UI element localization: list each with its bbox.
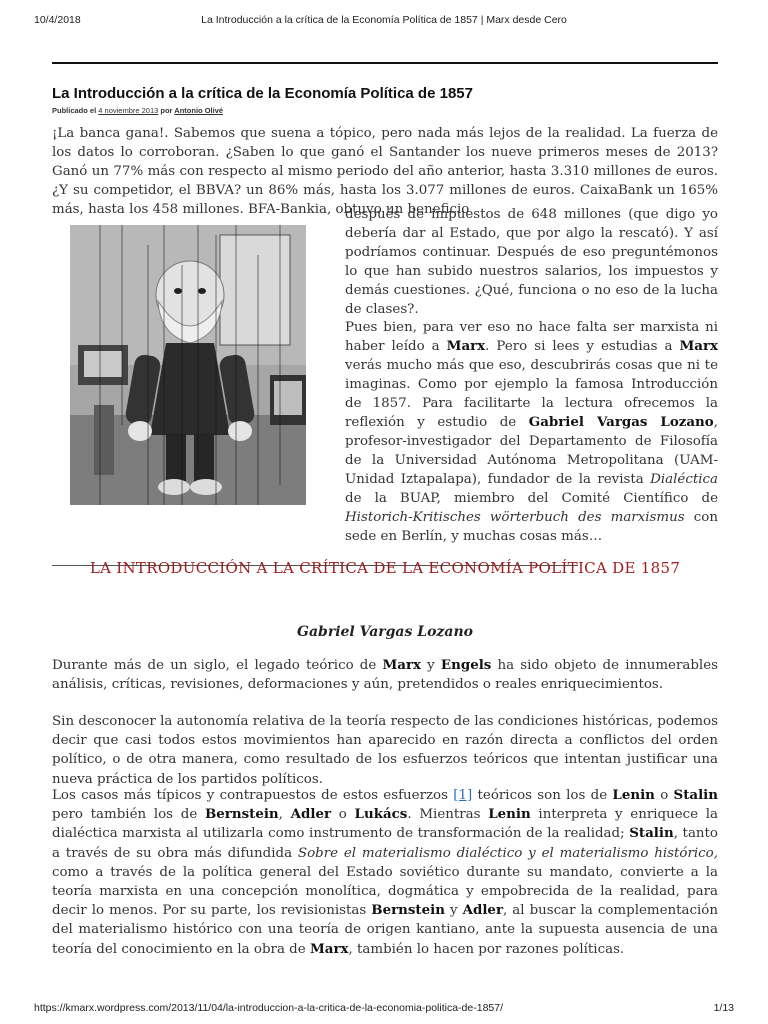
text: y xyxy=(421,658,441,673)
bold-name: Adler xyxy=(462,902,504,919)
print-date: 10/4/2018 xyxy=(34,14,81,26)
text: con sede en Berlín, y muchas cosas más… xyxy=(345,510,718,544)
print-header xyxy=(34,14,734,28)
text: de la BUAP, miembro del Comité Científico de xyxy=(345,491,718,506)
bold-name: Marx xyxy=(382,657,421,673)
text: verás mucho más que eso, descubrirás cosas que ni te imaginas. Como por ejemplo la famosa Introducción de 1857. Para facilitarte la lectura ofrecemos la reflexión y estudio de xyxy=(345,358,718,430)
post-author-link[interactable]: Antonio Olivé xyxy=(174,106,224,115)
italic-dictionary: Historich-Kritisches wörterbuch des marxismus xyxy=(345,510,685,525)
bold-name: Lenin xyxy=(612,787,655,803)
bold-marx: Marx xyxy=(446,338,486,354)
text: como a través de la política general del Estado soviético durante su mandato, convierte a la teoría marxista en una concepción monolítica, dogmática y empobrecida de la realidad, para decir lo menos. Por su parte, los revisionistas xyxy=(52,864,718,919)
bold-name: Adler xyxy=(290,806,332,823)
bold-name: Lukács xyxy=(354,806,408,823)
page-counter: 1/13 xyxy=(713,1002,734,1014)
header-divider xyxy=(52,62,718,64)
text: , xyxy=(278,807,291,823)
italic-journal: Dialéctica xyxy=(650,472,718,487)
print-url: https://kmarx.wordpress.com/2013/11/04/la-introduccion-a-la-critica-de-la-economia-politica-de-1857/ xyxy=(34,1002,504,1014)
bold-name: Stalin xyxy=(673,787,718,803)
intro-column-paragraph-1: después de impuestos de 648 millones (que digo yo debería dar al Estado, que por algo la rescató). Y así podríamos continuar. Después de eso preguntémonos lo que han subido nuestros salarios, los impuestos y demás cuestiones. ¿Qué, funciona o no eso de la lucha de clases?. xyxy=(345,207,718,317)
text: o xyxy=(331,807,355,823)
byline-by: por xyxy=(158,106,175,115)
bold-name: Marx xyxy=(309,940,349,957)
article-paragraph-3 xyxy=(52,786,718,959)
text: pero también los de xyxy=(52,807,205,823)
text: . Mientras xyxy=(407,807,489,823)
post-title: La Introducción a la crítica de la Economía Política de 1857 xyxy=(52,85,473,102)
photo-graphic xyxy=(70,225,306,505)
intro-paragraph: ¡La banca gana!. Sabemos que suena a tópico, pero nada más lejos de la realidad. La fuerza de los datos lo corroboran. ¿Saben lo que ganó el Santander los nueve primeros meses de 2013? Ganó un 77% más con respecto al mismo periodo del año anterior, hasta 3.310 millones de euros. ¿Y su competidor, el BBVA? un 86% más, hasta los 3.077 millones de euros. CaixaBank un 165% más, hasta los 458 millones. BFA-Bankia, obtuvo un beneficio xyxy=(52,126,718,217)
print-footer xyxy=(34,1002,734,1016)
text: y xyxy=(444,903,463,919)
post-byline xyxy=(52,106,223,115)
article-paragraph-1 xyxy=(52,656,718,694)
text: interpreta y enriquece la dialéctica marxista al utilizarla como instrumento de transformación de la realidad; xyxy=(52,807,719,842)
marx-puppet-photo xyxy=(70,225,306,505)
bold-name: Engels xyxy=(440,657,492,673)
text: , al buscar la complementación del materialismo histórico con una teoría de origen kantiano, ante la supuesta ausencia de una teoría del conocimiento en la obra de xyxy=(52,903,718,957)
article-paragraph-2: Sin desconocer la autonomía relativa de la teoría respecto de las condiciones históricas, podemos decir que casi todos estos movimientos han aparecido en razón directa a conflictos del orden político, o de otra manera, como resultado de los esfuerzos teóricos que intentan justificar una nueva práctica de los partidos políticos. xyxy=(52,714,718,787)
text: teóricos son los de xyxy=(472,788,613,803)
bold-name: Bernstein xyxy=(204,806,279,823)
italic-work-title: Sobre el materialismo dialéctico y el materialismo histórico, xyxy=(297,845,718,861)
post-date-link[interactable]: 4 noviembre 2013 xyxy=(98,106,159,115)
print-page-title: La Introducción a la crítica de la Economía Política de 1857 | Marx desde Cero xyxy=(201,14,567,26)
bold-marx: Marx xyxy=(679,338,718,354)
text: ha sido objeto de innumerables análisis, críticas, revisiones, deformaciones y aún, pretendidos o reales enriquecimientos. xyxy=(52,658,719,693)
text: , profesor-investigador del Departamento de Filosofía de la Universidad Autónoma Metropolitana (UAM-Unidad Iztapalapa), fundador de la revista xyxy=(345,415,718,487)
bold-author: Gabriel Vargas Lozano xyxy=(528,414,714,430)
byline-prefix: Publicado el xyxy=(52,106,99,115)
text: Pues bien, para ver eso no hace falta ser marxista ni haber leído a xyxy=(345,320,718,354)
text: Los casos más típicos y contrapuestos de estos esfuerzos xyxy=(52,788,454,803)
article-author: Gabriel Vargas Lozano xyxy=(297,624,473,640)
bold-name: Stalin xyxy=(629,825,674,842)
footnote-link[interactable]: [1] xyxy=(453,788,473,803)
text: , tanto a través de su obra más difundida xyxy=(52,826,718,861)
bold-name: Bernstein xyxy=(371,902,445,919)
text: . Pero si lees y estudias a xyxy=(485,339,680,354)
text: Durante más de un siglo, el legado teórico de xyxy=(52,658,383,673)
intro-column-paragraph-2 xyxy=(345,318,718,546)
text: o xyxy=(654,788,674,803)
bold-name: Lenin xyxy=(488,806,531,823)
article-heading: LA INTRODUCCIÓN A LA CRÍTICA DE LA ECONOMÍA POLÍTICA DE 1857 xyxy=(89,559,681,577)
text: , también lo hacen por razones políticas. xyxy=(348,941,625,957)
